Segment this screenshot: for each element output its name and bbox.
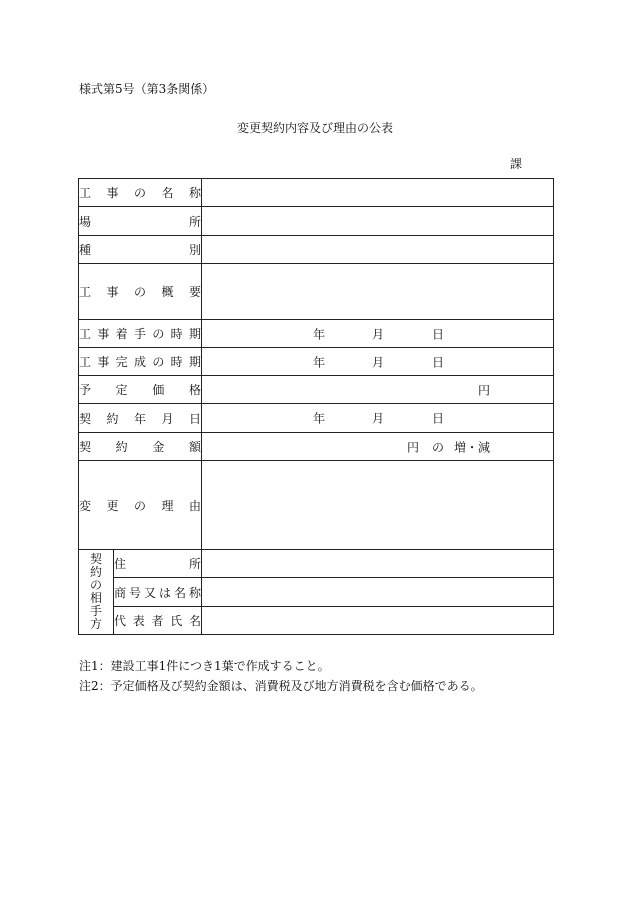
field-planned-price[interactable]	[202, 376, 554, 404]
field-start-period[interactable]	[202, 320, 554, 348]
label-start-period: 工 事 着 手 の 時 期	[79, 320, 202, 348]
field-completion-period[interactable]	[202, 348, 554, 376]
label-contract-amount: 契 約 金 額	[79, 433, 202, 461]
label-place: 場 所	[79, 207, 202, 236]
label-counterparty-group: 契 約 の 相 手 方	[79, 550, 114, 635]
increase-decrease-mark: 増・減	[454, 440, 491, 454]
field-trade-name[interactable]	[202, 578, 554, 607]
field-address[interactable]	[202, 550, 554, 578]
row-planned-price	[79, 376, 554, 404]
department-label: 課	[510, 157, 523, 171]
yen-mark: 円	[478, 383, 491, 397]
yen-mark: 円	[407, 440, 420, 454]
document-title: 変更契約内容及び理由の公表	[236, 121, 393, 135]
field-place[interactable]	[202, 207, 554, 236]
day-mark: 日	[432, 327, 445, 341]
field-contract-date[interactable]	[202, 404, 554, 433]
field-representative[interactable]	[202, 607, 554, 635]
note-1: 注1：建設工事1件につき1葉で作成すること。	[79, 659, 330, 673]
day-mark: 日	[432, 411, 445, 426]
day-mark: 日	[432, 355, 445, 369]
label-planned-price: 予 定 価 格	[79, 376, 202, 404]
field-contract-amount[interactable]	[202, 433, 554, 461]
field-type[interactable]	[202, 236, 554, 264]
label-trade-name: 商 号 又 は 名 称	[114, 578, 202, 607]
label-contract-date: 契 約 年 月 日	[79, 404, 202, 433]
field-summary[interactable]	[202, 264, 554, 320]
field-change-reason[interactable]	[202, 461, 554, 550]
label-change-reason: 変 更 の 理 由	[79, 461, 202, 550]
particle-no: の	[432, 440, 445, 454]
month-mark: 月	[372, 411, 385, 426]
row-contract-date	[79, 404, 554, 433]
label-representative: 代 表 者 氏 名	[114, 607, 202, 635]
row-type	[79, 236, 554, 264]
field-construction-name[interactable]	[202, 179, 554, 207]
label-type: 種 別	[79, 236, 202, 264]
month-mark: 月	[372, 327, 385, 341]
note-2: 注2：予定価格及び契約金額は、消費税及び地方消費税を含む価格である。	[79, 679, 483, 693]
row-contract-amount	[79, 433, 554, 461]
row-change-reason	[79, 461, 554, 550]
label-summary: 工 事 の 概 要	[79, 264, 202, 320]
row-construction-name	[79, 179, 554, 207]
row-summary	[79, 264, 554, 320]
row-place	[79, 207, 554, 236]
label-address: 住 所	[114, 550, 202, 578]
row-counterparty-address	[79, 550, 554, 578]
row-start-period	[79, 320, 554, 348]
form-number: 様式第5号（第3条関係）	[79, 82, 215, 96]
label-construction-name: 工 事 の 名 称	[79, 179, 202, 207]
year-mark: 年	[313, 327, 326, 341]
label-completion-period: 工 事 完 成 の 時 期	[79, 348, 202, 376]
row-completion-period	[79, 348, 554, 376]
disclosure-form-table	[78, 178, 554, 635]
month-mark: 月	[372, 355, 385, 369]
year-mark: 年	[313, 411, 326, 426]
notes	[79, 656, 483, 696]
year-mark: 年	[313, 355, 326, 369]
row-counterparty-trade-name	[79, 578, 554, 607]
row-counterparty-representative	[79, 607, 554, 635]
